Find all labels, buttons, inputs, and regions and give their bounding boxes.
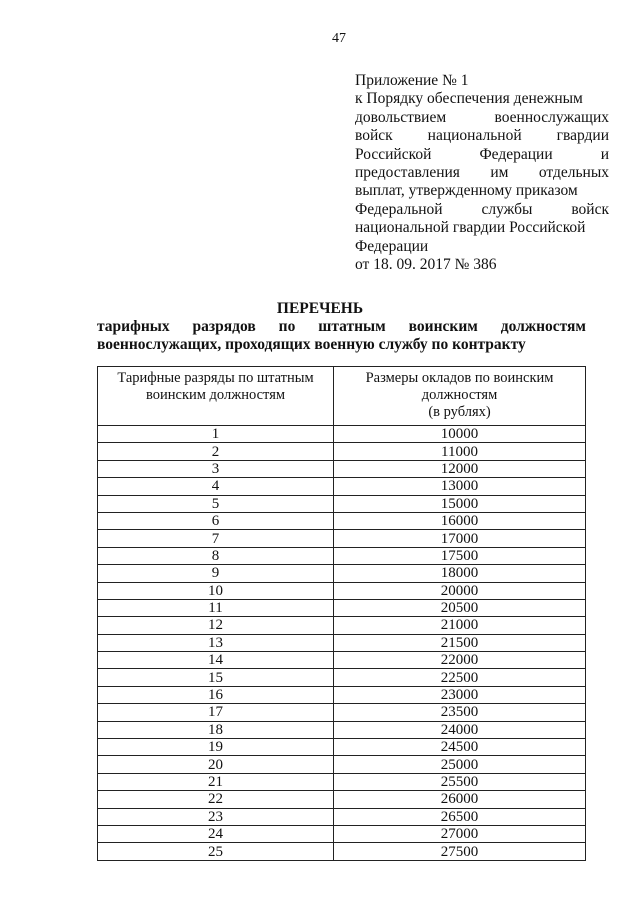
tariff-grade-cell: 17: [98, 704, 334, 721]
salary-cell: 17000: [334, 530, 586, 547]
table-row: [98, 634, 586, 651]
salary-cell: 27500: [334, 843, 586, 860]
appendix-word: гвардии: [556, 127, 609, 145]
table-row: [98, 617, 586, 634]
tariff-grade-cell: 20: [98, 756, 334, 773]
header-line: должностям: [421, 387, 498, 403]
appendix-line: национальной гвардии Российской: [355, 219, 586, 237]
salary-cell: 26000: [334, 791, 586, 808]
appendix-reference-block: [355, 72, 609, 274]
subtitle-line-1: [97, 318, 586, 336]
appendix-line: [355, 201, 609, 219]
table-row: [98, 704, 586, 721]
salary-cell: 20500: [334, 599, 586, 616]
appendix-word: отдельных: [538, 164, 609, 182]
tariff-grade-cell: 25: [98, 843, 334, 860]
salary-cell: 23000: [334, 686, 586, 703]
salary-cell: 21500: [334, 634, 586, 651]
header-salary-amount: [334, 367, 586, 426]
table-row: [98, 791, 586, 808]
appendix-word: и: [600, 145, 609, 163]
header-line: Тарифные разряды по штатным: [117, 370, 314, 386]
header-line: Размеры окладов по воинским: [365, 370, 554, 386]
table-row: [98, 495, 586, 512]
salary-cell: 12000: [334, 460, 586, 477]
tariff-grade-cell: 16: [98, 686, 334, 703]
appendix-line: выплат, утвержденному приказом: [355, 182, 578, 200]
table-row: [98, 460, 586, 477]
table-row: [98, 843, 586, 860]
tariff-grade-cell: 14: [98, 652, 334, 669]
appendix-word: Федеральной: [355, 200, 443, 218]
appendix-line: [355, 127, 609, 145]
document-subtitle: [97, 318, 586, 354]
tariff-grade-cell: 23: [98, 808, 334, 825]
salary-cell: 13000: [334, 478, 586, 495]
table-row: [98, 426, 586, 443]
tariff-grade-cell: 10: [98, 582, 334, 599]
table-row: [98, 652, 586, 669]
table-row: [98, 739, 586, 756]
salary-cell: 16000: [334, 512, 586, 529]
tariff-grade-cell: 21: [98, 773, 334, 790]
table-row: [98, 808, 586, 825]
salary-cell: 25000: [334, 756, 586, 773]
salary-cell: 10000: [334, 426, 586, 443]
tariff-grade-cell: 22: [98, 791, 334, 808]
appendix-word: войск: [571, 200, 609, 218]
tariff-grade-cell: 3: [98, 460, 334, 477]
salary-table: [97, 366, 586, 861]
subtitle-word: по: [278, 318, 296, 335]
tariff-grade-cell: 5: [98, 495, 334, 512]
table-row: [98, 512, 586, 529]
salary-cell: 17500: [334, 547, 586, 564]
appendix-word: национальной: [427, 127, 522, 145]
tariff-grade-cell: 13: [98, 634, 334, 651]
tariff-grade-cell: 24: [98, 825, 334, 842]
table-row: [98, 478, 586, 495]
document-title: ПЕРЕЧЕНЬ: [276, 300, 364, 317]
tariff-grade-cell: 9: [98, 565, 334, 582]
appendix-word: довольствием: [355, 108, 447, 126]
subtitle-word: тарифных: [97, 318, 170, 335]
table-row: [98, 756, 586, 773]
table-row: [98, 773, 586, 790]
table-row: [98, 582, 586, 599]
tariff-grade-cell: 12: [98, 617, 334, 634]
appendix-line: от 18. 09. 2017 № 386: [355, 256, 497, 274]
tariff-grade-cell: 11: [98, 599, 334, 616]
table-row: [98, 547, 586, 564]
salary-cell: 22000: [334, 652, 586, 669]
table-row: [98, 530, 586, 547]
appendix-line: [355, 109, 609, 127]
tariff-grade-cell: 1: [98, 426, 334, 443]
table-row: [98, 443, 586, 460]
salary-cell: 22500: [334, 669, 586, 686]
subtitle-line-2: военнослужащих, проходящих военную службу по контракту: [97, 336, 526, 353]
salary-cell: 24000: [334, 721, 586, 738]
subtitle-word: штатным: [318, 318, 386, 335]
appendix-word: войск: [355, 127, 393, 145]
salary-cell: 27000: [334, 825, 586, 842]
table-row: [98, 825, 586, 842]
tariff-grade-cell: 8: [98, 547, 334, 564]
tariff-grade-cell: 19: [98, 739, 334, 756]
appendix-line: к Порядку обеспечения денежным: [355, 90, 583, 108]
salary-cell: 11000: [334, 443, 586, 460]
subtitle-word: разрядов: [192, 318, 256, 335]
appendix-word: службы: [481, 200, 533, 218]
page-number: 47: [332, 31, 346, 46]
appendix-word: военнослужащих: [494, 108, 609, 126]
appendix-word: Федерации: [479, 145, 553, 163]
subtitle-word: должностям: [500, 318, 586, 335]
tariff-grade-cell: 18: [98, 721, 334, 738]
header-line: (в рублях): [428, 404, 491, 420]
table-row: [98, 599, 586, 616]
salary-cell: 23500: [334, 704, 586, 721]
appendix-word: предоставления: [355, 164, 460, 182]
appendix-line: [355, 146, 609, 164]
appendix-word: Российской: [355, 145, 432, 163]
salary-cell: 26500: [334, 808, 586, 825]
tariff-grade-cell: 2: [98, 443, 334, 460]
subtitle-word: воинским: [408, 318, 478, 335]
tariff-grade-cell: 6: [98, 512, 334, 529]
salary-cell: 21000: [334, 617, 586, 634]
header-line: воинским должностям: [146, 387, 286, 403]
appendix-line: Приложение № 1: [355, 72, 469, 89]
table-header-row: [98, 367, 586, 426]
salary-cell: 25500: [334, 773, 586, 790]
salary-cell: 15000: [334, 495, 586, 512]
tariff-grade-cell: 4: [98, 478, 334, 495]
table-body: [98, 426, 586, 861]
table-row: [98, 686, 586, 703]
tariff-grade-cell: 15: [98, 669, 334, 686]
appendix-line: Федерации: [355, 237, 429, 255]
salary-cell: 18000: [334, 565, 586, 582]
table-row: [98, 669, 586, 686]
header-tariff-grade: [98, 367, 334, 426]
tariff-grade-cell: 7: [98, 530, 334, 547]
table-row: [98, 565, 586, 582]
appendix-line: [355, 164, 609, 182]
salary-cell: 20000: [334, 582, 586, 599]
salary-cell: 24500: [334, 739, 586, 756]
appendix-word: им: [490, 164, 509, 182]
table-row: [98, 721, 586, 738]
